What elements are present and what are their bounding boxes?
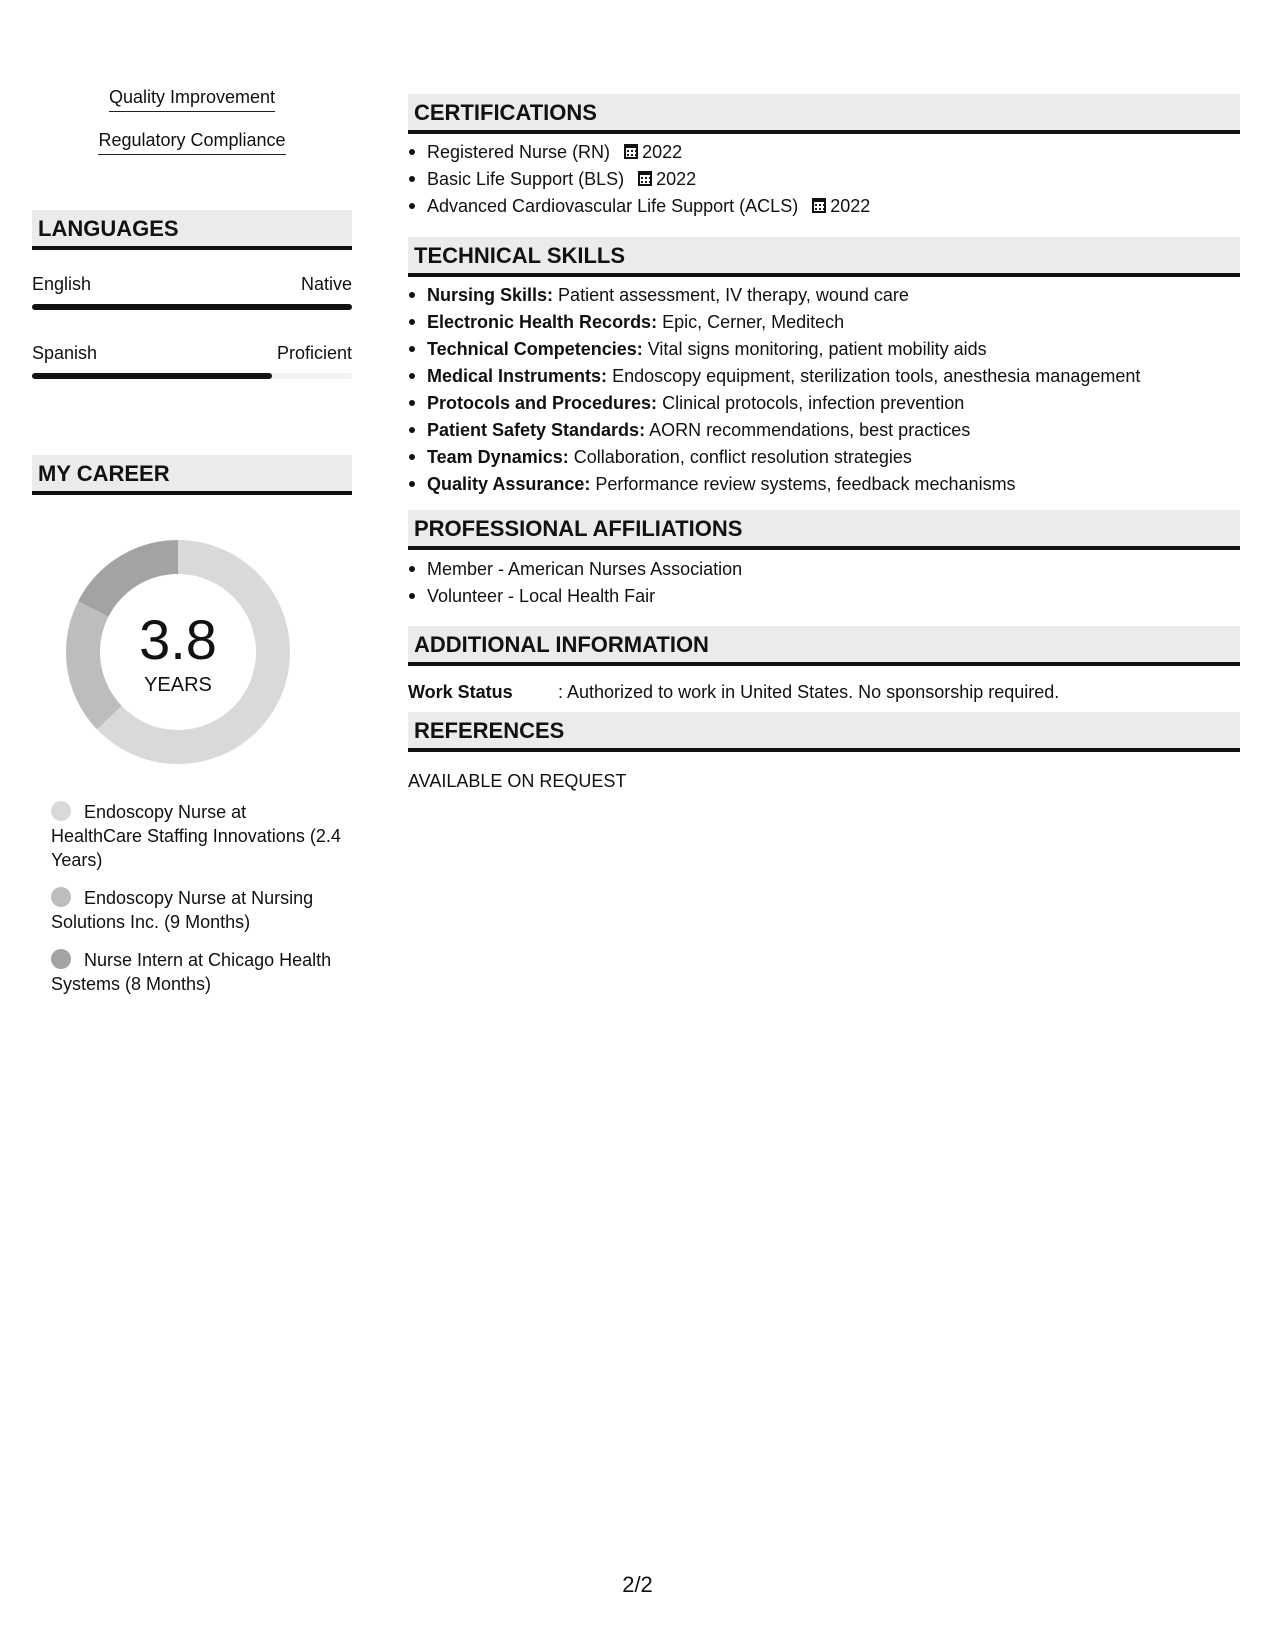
language-item [32,273,352,310]
technical-skills-heading: TECHNICAL SKILLS [408,237,1240,277]
skill-text: Endoscopy equipment, sterilization tools, anesthesia management [612,366,1141,386]
skill-item [408,446,1240,473]
certification-name: Basic Life Support (BLS) [427,169,625,189]
skill-label: Electronic Health Records: [427,312,658,332]
affiliation-item: Volunteer - Local Health Fair [408,585,1240,612]
additional-info-heading: ADDITIONAL INFORMATION [408,626,1240,666]
skill-text: Clinical protocols, infection prevention [662,393,965,413]
skill-tag-label: Regulatory Compliance [98,129,285,155]
certification-item [408,141,1240,168]
skill-label: Protocols and Procedures: [427,393,658,413]
certification-year: 2022 [642,142,683,162]
career-legend-text: Endoscopy Nurse at HealthCare Staffing Innovations (2.4 Years) [51,802,341,870]
skill-item [408,311,1240,338]
skill-item [408,365,1240,392]
skill-label: Quality Assurance: [427,474,591,494]
career-donut-chart [66,540,290,764]
skill-item [408,473,1240,500]
language-proficiency-fill [32,304,352,310]
certification-item [408,168,1240,195]
affiliation-item: Member - American Nurses Association [408,558,1240,585]
language-name: Spanish [32,343,98,363]
calendar-icon [812,198,826,213]
language-name: English [32,274,92,294]
certification-item [408,195,1240,222]
affiliations-heading: PROFESSIONAL AFFILIATIONS [408,510,1240,550]
career-legend-text: Nurse Intern at Chicago Health Systems (8 Months) [51,950,332,994]
skill-item [408,338,1240,365]
career-legend-item [51,948,341,996]
references-text: AVAILABLE ON REQUEST [408,771,627,791]
skill-text: Vital signs monitoring, patient mobility aids [647,339,987,359]
work-status-row [408,681,1059,703]
affiliations-list [408,558,1240,612]
skill-label: Technical Competencies: [427,339,643,359]
legend-dot [51,949,71,969]
certification-name: Advanced Cardiovascular Life Support (ACLS) [427,196,799,216]
skill-text: AORN recommendations, best practices [649,420,971,440]
skill-tag [32,129,352,155]
career-legend-item [51,886,341,934]
donut-center [66,540,290,764]
language-level: Proficient [276,343,352,363]
career-total-value: 3.8 [139,608,217,671]
skill-label: Patient Safety Standards: [427,420,646,440]
skill-item [408,284,1240,311]
references-heading: REFERENCES [408,712,1240,752]
technical-skills-list [408,284,1240,500]
legend-dot [51,887,71,907]
language-proficiency-bar [32,373,352,379]
skill-text: Epic, Cerner, Meditech [662,312,845,332]
career-legend-text: Endoscopy Nurse at Nursing Solutions Inc. (9 Months) [51,888,314,932]
career-legend-item [51,800,341,872]
calendar-icon [638,171,652,186]
skill-text: Performance review systems, feedback mechanisms [595,474,1016,494]
certification-name: Registered Nurse (RN) [427,142,611,162]
certifications-list [408,141,1240,222]
career-total-unit: YEARS [144,674,212,696]
language-level: Native [300,274,352,294]
languages-heading: LANGUAGES [32,210,352,250]
skill-label: Team Dynamics: [427,447,569,467]
skill-tag [32,86,352,112]
certification-year: 2022 [656,169,697,189]
language-proficiency-bar [32,304,352,310]
skill-text: Patient assessment, IV therapy, wound care [558,285,909,305]
work-status-value: : Authorized to work in United States. No sponsorship required. [558,682,1060,702]
career-heading: MY CAREER [32,455,352,495]
language-proficiency-fill [32,373,272,379]
certifications-heading: CERTIFICATIONS [408,94,1240,134]
calendar-icon [624,144,638,159]
skill-tag-label: Quality Improvement [109,86,275,112]
certification-year: 2022 [830,196,871,216]
work-status-label: Work Status [408,682,513,702]
skill-item [408,419,1240,446]
language-item [32,342,352,379]
skill-label: Medical Instruments: [427,366,608,386]
skill-item [408,392,1240,419]
legend-dot [51,801,71,821]
skill-text: Collaboration, conflict resolution strategies [573,447,912,467]
page-number: 2/2 [622,1572,653,1597]
skill-label: Nursing Skills: [427,285,554,305]
